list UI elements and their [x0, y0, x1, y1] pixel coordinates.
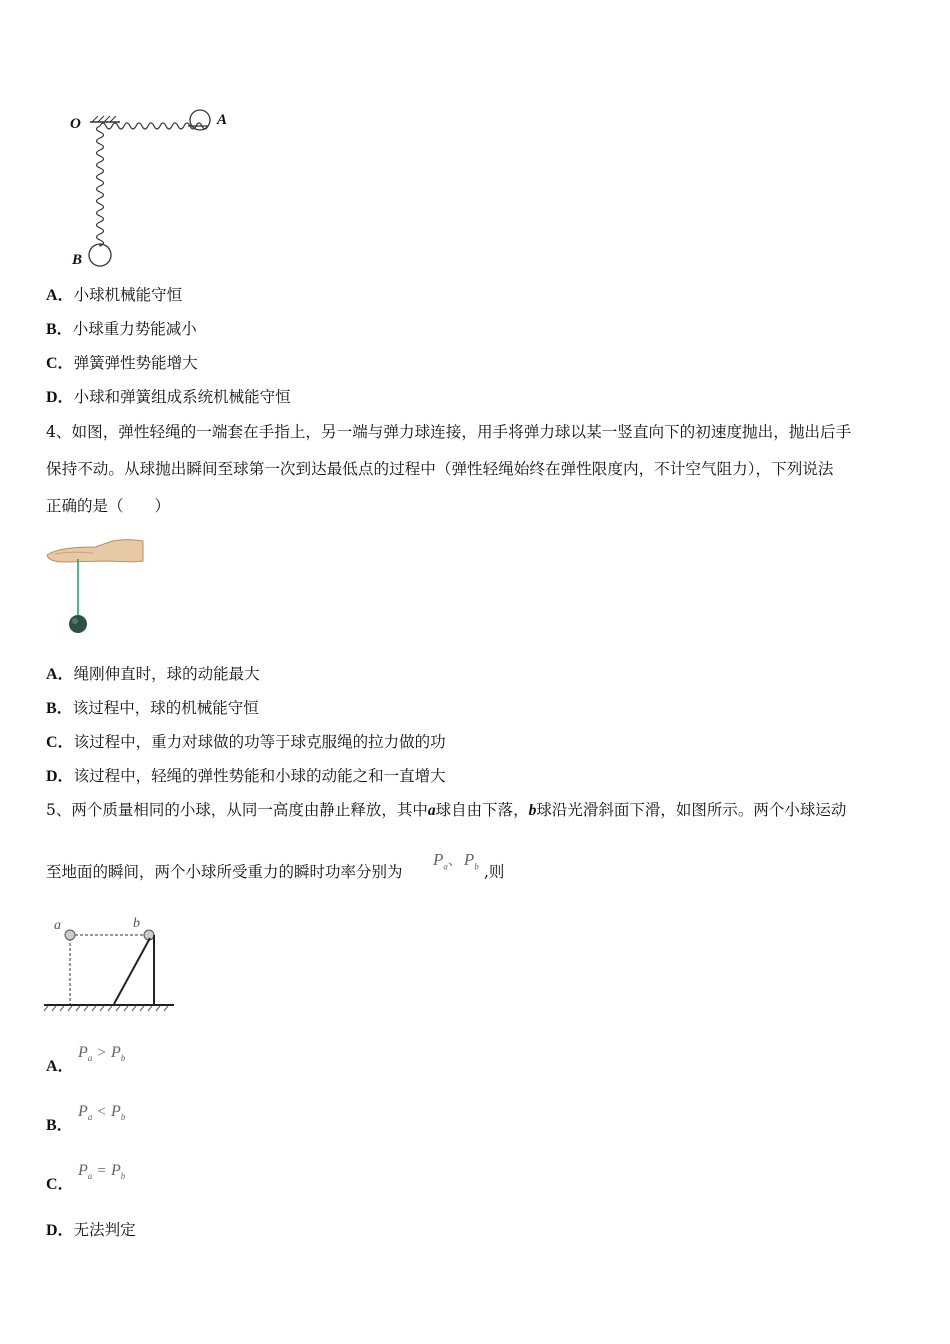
q5-stem-line1	[46, 800, 846, 821]
relation-sign: =	[97, 1163, 106, 1179]
figure-label-a: a	[54, 918, 61, 933]
option-letter: A．	[46, 666, 74, 683]
p-symbol: $P_a$	[433, 850, 448, 872]
option-text: 小球重力势能减小	[72, 320, 197, 338]
option-letter: D．	[46, 768, 74, 785]
q5-option-b-formula: $P_a < P_b$	[78, 1103, 126, 1123]
q5-stem-part3: 球沿光滑斜面下滑，如图所示。两个小球运动	[536, 801, 847, 819]
option-text: 绳刚伸直时，球的动能最大	[73, 665, 260, 683]
q5-stem-tail: ,则	[484, 863, 505, 881]
option-letter: B．	[46, 321, 73, 338]
option-letter: B．	[46, 700, 73, 717]
q4-option-d[interactable]	[46, 766, 446, 787]
q5-option-a-formula: $P_a > P_b$	[78, 1044, 126, 1064]
q3-option-b[interactable]	[46, 319, 197, 340]
spring-diagram	[60, 100, 240, 275]
hand-ball-diagram	[45, 535, 145, 640]
option-letter: D．	[46, 1222, 74, 1239]
q4-option-c[interactable]	[46, 732, 446, 753]
separator: 、	[447, 853, 462, 869]
q4-stem-line1: 4、如图，弹性轻绳的一端套在手指上，另一端与弹力球连接，用手将弹力球以某一竖直向下的初速度抛出，抛出后手	[46, 423, 852, 441]
q5-option-d[interactable]	[46, 1220, 136, 1241]
q3-option-d[interactable]	[46, 387, 291, 408]
hand-ball-figure	[45, 535, 145, 640]
option-letter: A．	[46, 1058, 74, 1075]
option-text: 无法判定	[73, 1221, 136, 1239]
slope-diagram	[44, 918, 179, 1013]
option-text: 小球和弹簧组成系统机械能守恒	[73, 388, 291, 406]
q5-power-symbols	[433, 850, 479, 880]
q5-ball-b: b	[528, 802, 537, 819]
option-letter: B．	[46, 1117, 73, 1134]
option-text: 小球机械能守恒	[73, 286, 183, 304]
q5-stem-line2	[46, 862, 403, 882]
option-letter: C．	[46, 355, 74, 372]
q5-option-b[interactable]	[46, 1115, 73, 1136]
option-text: 该过程中，轻绳的弹性势能和小球的动能之和一直增大	[73, 767, 446, 785]
option-text: 该过程中，球的机械能守恒	[72, 699, 259, 717]
q4-option-a[interactable]	[46, 664, 260, 685]
q5-stem-part2: 球自由下落，	[435, 801, 529, 819]
figure-label-b: b	[133, 916, 140, 931]
q5-stem-part1: 5、两个质量相同的小球，从同一高度由静止释放，其中	[46, 801, 428, 819]
label-o: O	[70, 116, 81, 132]
q4-option-b[interactable]	[46, 698, 259, 719]
option-letter: C．	[46, 1176, 74, 1193]
spring-figure	[60, 100, 240, 275]
option-text: 弹簧弹性势能增大	[73, 354, 198, 372]
q5-option-a[interactable]	[46, 1056, 74, 1077]
relation-sign: >	[97, 1045, 106, 1061]
option-letter: A．	[46, 287, 74, 304]
q3-option-c[interactable]	[46, 353, 198, 374]
q5-ball-a: a	[427, 802, 436, 819]
q5-option-c-formula: $P_a = P_b$	[78, 1162, 126, 1182]
q4-stem-line2: 保持不动。从球抛出瞬间至球第一次到达最低点的过程中（弹性轻绳始终在弹性限度内，不计空气阻力），下列说法	[46, 460, 834, 478]
q5-stem-line2-text: 至地面的瞬间，两个小球所受重力的瞬时功率分别为	[46, 863, 403, 881]
label-a: A	[217, 112, 228, 128]
label-b: B	[72, 252, 83, 268]
option-text: 该过程中，重力对球做的功等于球克服绳的拉力做的功	[73, 733, 446, 751]
p-symbol: $P_b$	[463, 850, 479, 872]
q3-option-a[interactable]	[46, 285, 182, 306]
q4-stem-line3: 正确的是（ ）	[46, 497, 171, 515]
option-letter: D．	[46, 389, 74, 406]
slope-figure	[44, 918, 179, 1013]
option-letter: C．	[46, 734, 74, 751]
relation-sign: <	[97, 1104, 106, 1120]
q5-option-c[interactable]	[46, 1174, 74, 1195]
